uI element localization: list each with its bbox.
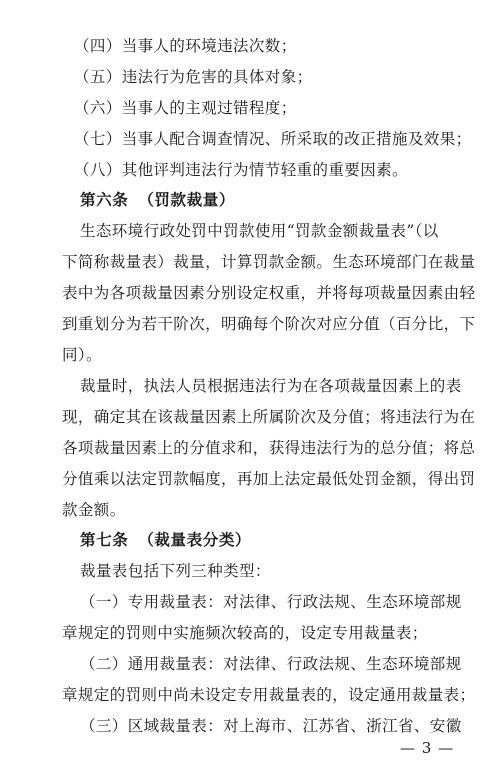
item-4: （四）当事人的环境违法次数； [74,37,297,55]
item-5: （五）违法行为危害的具体对象； [74,68,313,86]
article-7-heading [80,530,251,550]
article-7-title: （裁量表分类） [138,531,252,549]
para3-line-2: （一）专用裁量表：对法律、行政法规、生态环境部规 [80,593,462,611]
article-6-number: 第六条 [80,191,129,209]
para2-line-1: 裁量时，执法人员根据违法行为在各项裁量因素上的表 [80,377,462,395]
para3-line-1: 裁量表包括下列三种类型： [80,562,271,580]
para1-line-1: 生态环境行政处罚中罚款使用“罚款金额裁量表”（以 [80,222,439,240]
para3-line-3: 章规定的罚则中实施频次较高的，设定专用裁量表； [62,624,428,642]
article-6-heading [80,190,235,210]
item-6: （六）当事人的主观过错程度； [74,99,297,117]
para1-line-3: 表中为各项裁量因素分别设定权重，并将每项裁量因素由轻 [62,284,476,302]
item-7: （七）当事人配合调查情况、所采取的改正措施及效果； [74,130,472,148]
para1-line-5: 同）。 [62,346,102,364]
para2-line-5: 款金额。 [62,501,126,519]
para3-line-5: 章规定的罚则中尚未设定专用裁量表的，设定通用裁量表； [62,686,476,704]
para3-line-6: （三）区域裁量表：对上海市、江苏省、浙江省、安徽 [80,717,462,735]
para2-line-2: 现，确定其在该裁量因素上所属阶次及分值；将违法行为在 [62,408,476,426]
para2-line-3: 各项裁量因素上的分值求和，获得违法行为的总分值；将总 [62,439,476,457]
page-number: — 3 — [400,739,455,757]
article-6-title: （罚款裁量） [138,191,235,209]
para1-line-4: 到重划分为若干阶次，明确每个阶次对应分值（百分比，下 [62,315,476,333]
article-7-number: 第七条 [80,531,129,549]
item-8: （八）其他评判违法行为情节轻重的重要因素。 [74,161,408,179]
para2-line-4: 分值乘以法定罚款幅度，再加上法定最低处罚金额，得出罚 [62,470,476,488]
para3-line-4: （二）通用裁量表：对法律、行政法规、生态环境部规 [80,655,462,673]
para1-line-2: 下简称裁量表）裁量，计算罚款金额。生态环境部门在裁量 [62,253,476,271]
